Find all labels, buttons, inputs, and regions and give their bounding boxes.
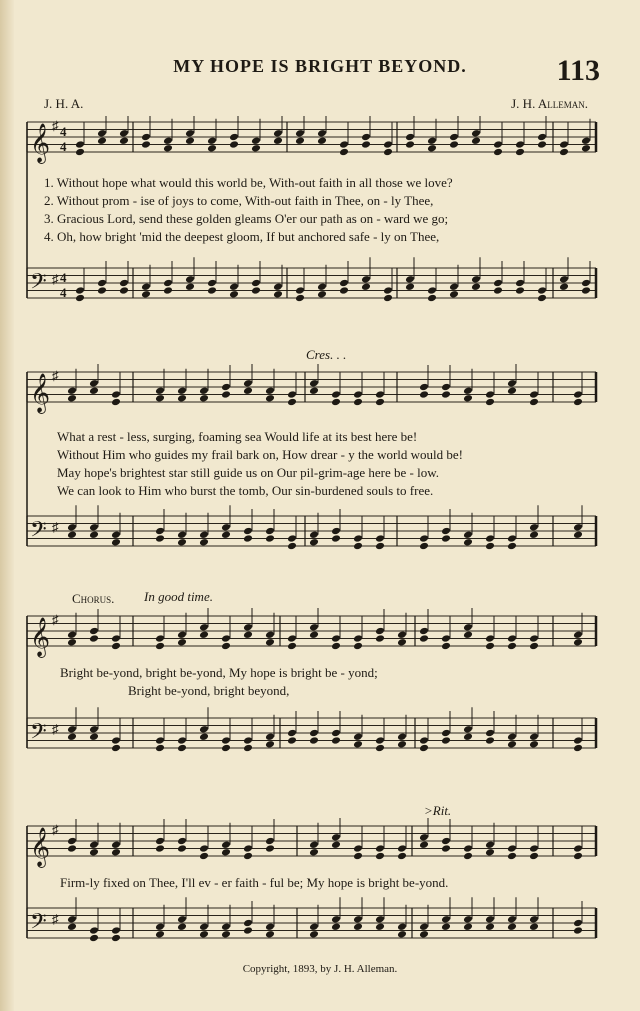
verse-1-line-2: What a rest - less, surging, foaming sea Would life at its best here be!: [57, 429, 418, 444]
svg-text:4: 4: [60, 139, 67, 154]
svg-text:♯: ♯: [52, 611, 59, 627]
music-credit: J. H. Alleman.: [511, 96, 588, 111]
verse-2-line-1: 2. Without prom - ise of joys to come, With-out faith in Thee, on - ly Thee,: [44, 193, 434, 208]
svg-text:𝄢: 𝄢: [30, 269, 47, 300]
verse-1-line-1: 1. Without hope what would this world be, With-out faith in all those we love?: [44, 175, 453, 190]
chorus-line-1: Bright be-yond, bright be-yond, My hope is bright be - yond;: [60, 665, 378, 680]
chorus-lyrics-1: [60, 664, 378, 700]
svg-text:𝄢: 𝄢: [30, 719, 47, 750]
svg-text:𝄞: 𝄞: [30, 827, 51, 867]
svg-text:♯: ♯: [52, 367, 59, 383]
svg-text:4: 4: [60, 124, 67, 139]
verse-3-line-2: May hope's brightest star still guide us on Our pil-grim-age here be - low.: [57, 465, 440, 480]
svg-text:𝄢: 𝄢: [30, 909, 47, 940]
crescendo-marking: Cres. . .: [306, 347, 347, 362]
chorus-line-1-echo: Bright be-yond, bright beyond,: [128, 683, 290, 698]
chorus-lyrics-2: [60, 874, 448, 892]
verse-2-line-2: Without Him who guides my frail bark on, How drear - y the world would be!: [57, 447, 464, 462]
ritardando-marking: >Rit.: [424, 803, 452, 818]
svg-text:𝄞: 𝄞: [30, 123, 51, 163]
verse-3-line-1: 3. Gracious Lord, send these golden gleams O'er our path as on - ward we go;: [44, 211, 449, 226]
tempo-marking: In good time.: [144, 589, 213, 604]
svg-text:♯: ♯: [52, 519, 59, 535]
svg-text:♯: ♯: [52, 271, 59, 287]
svg-text:4: 4: [60, 270, 67, 285]
svg-text:♯: ♯: [52, 721, 59, 737]
page-number: 113: [556, 54, 600, 87]
verse-4-line-1: 4. Oh, how bright 'mid the deepest gloom, If but anchored safe - ly on Thee,: [44, 229, 440, 244]
verse-lyrics-line-1: [44, 174, 453, 246]
verse-4-line-2: We can look to Him who burst the tomb, Our sin-burdened souls to free.: [57, 483, 434, 498]
copyright-notice: Copyright, 1893, by J. H. Alleman.: [242, 963, 398, 975]
svg-text:𝄞: 𝄞: [30, 373, 51, 413]
chorus-line-2: Firm-ly fixed on Thee, I'll ev - er faith - ful be; My hope is bright be-yond.: [60, 875, 449, 890]
svg-text:𝄢: 𝄢: [30, 517, 47, 548]
svg-text:♯: ♯: [52, 911, 59, 927]
svg-text:4: 4: [60, 285, 67, 300]
verse-lyrics-line-2: [57, 428, 463, 500]
chorus-label: Chorus.: [72, 591, 115, 606]
svg-text:♯: ♯: [52, 821, 59, 837]
svg-text:𝄞: 𝄞: [30, 617, 51, 657]
hymn-title: MY HOPE IS BRIGHT BEYOND.: [173, 56, 467, 76]
words-credit: J. H. A.: [44, 96, 84, 111]
svg-text:♯: ♯: [52, 117, 59, 133]
